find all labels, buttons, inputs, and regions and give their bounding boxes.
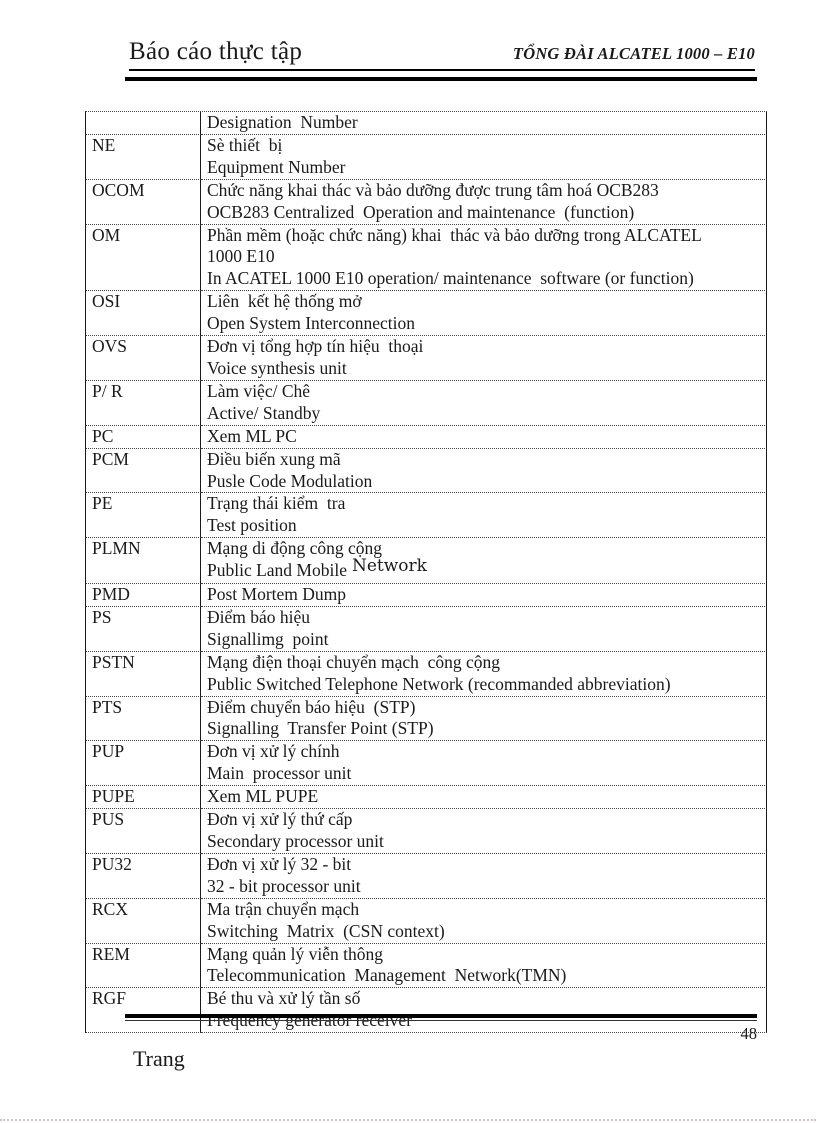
- table-row: [86, 135, 767, 180]
- definition-line: Public Switched Telephone Network (recommanded abbreviation): [207, 673, 671, 694]
- definition-cell: [201, 741, 767, 786]
- definition-line: Post Mortem Dump: [207, 584, 347, 605]
- abbr-cell: PUPE: [86, 786, 201, 809]
- definition-cell: [201, 112, 767, 135]
- abbr-cell: PU32: [86, 854, 201, 899]
- definition-line: Switching Matrix (CSN context): [207, 920, 445, 941]
- definition-cell: [201, 786, 767, 809]
- definition-line: Điểm chuyển báo hiệu (STP): [207, 696, 416, 717]
- definition-line: Làm việc/ Chê: [207, 380, 311, 401]
- abbr-cell: PE: [86, 493, 201, 538]
- definition-line: Telecommunication Management Network(TMN): [207, 965, 567, 986]
- table-row: [86, 988, 767, 1033]
- definition-line: Open System Interconnection: [207, 313, 416, 334]
- definition-line: Signallimg point: [207, 628, 329, 649]
- table-row: [86, 180, 767, 225]
- definition-cell: [201, 988, 767, 1033]
- table-row: [86, 652, 767, 697]
- bottom-dotted-line: [0, 1119, 816, 1121]
- table-row: [86, 493, 767, 538]
- definition-cell: [201, 809, 767, 854]
- table-row: [86, 607, 767, 652]
- definition-cell: [201, 899, 767, 944]
- header-right-title: TỔNG ĐÀI ALCATEL 1000 – E10: [512, 44, 755, 63]
- definition-cell: [201, 225, 767, 292]
- abbreviation-table: [85, 111, 767, 1033]
- raised-word: Network: [351, 556, 427, 577]
- definition-cell: [201, 291, 767, 336]
- table-row: [86, 336, 767, 381]
- definition-cell: [201, 180, 767, 225]
- page-number: 48: [740, 1024, 757, 1043]
- table-row: [86, 854, 767, 899]
- abbr-cell: NE: [86, 135, 201, 180]
- abbr-cell: PUS: [86, 809, 201, 854]
- table-row: [86, 697, 767, 742]
- footer-rule: [125, 1014, 757, 1021]
- definition-line: Mạng quản lý viễn thông: [207, 943, 383, 964]
- definition-line: Bé thu và xử lý tần số: [207, 988, 361, 1009]
- definition-line: Sè thiết bị: [207, 134, 283, 155]
- abbr-cell: PS: [86, 607, 201, 652]
- definition-cell: [201, 135, 767, 180]
- definition-cell: [201, 381, 767, 426]
- definition-cell: [201, 697, 767, 742]
- definition-line: Điều biến xung mã: [207, 448, 341, 469]
- definition-line: In ACATEL 1000 E10 operation/ maintenance software (or function): [207, 268, 694, 289]
- definition-line: Pusle Code Modulation: [207, 470, 373, 491]
- definition-line: Mạng điện thoại chuyển mạch công cộng: [207, 651, 501, 672]
- definition-line: Xem ML PC: [207, 425, 297, 446]
- abbr-cell: PMD: [86, 584, 201, 607]
- abbr-cell: PTS: [86, 697, 201, 742]
- definition-cell: [201, 538, 767, 584]
- definition-line: Ma trận chuyển mạch: [207, 898, 360, 919]
- definition-line: Test position: [207, 515, 297, 536]
- definition-cell: [201, 607, 767, 652]
- header-left-title: Báo cáo thực tập: [129, 38, 303, 65]
- page-header: [129, 38, 755, 71]
- table-row: [86, 225, 767, 292]
- abbr-cell: PCM: [86, 449, 201, 494]
- footer-label: Trang: [133, 1046, 185, 1071]
- table-row: [86, 944, 767, 989]
- header-rule: [125, 77, 757, 81]
- definition-cell: [201, 493, 767, 538]
- table-row: [86, 291, 767, 336]
- abbr-cell: PUP: [86, 741, 201, 786]
- definition-line: Phần mềm (hoặc chức năng) khai thác và bảo dưỡng trong ALCATEL: [207, 224, 702, 245]
- definition-cell: [201, 944, 767, 989]
- abbr-cell: RGF: [86, 988, 201, 1033]
- abbr-cell: RCX: [86, 899, 201, 944]
- abbr-cell: [86, 112, 201, 135]
- definition-line: Đơn vị xử lý thứ cấp: [207, 809, 353, 830]
- definition-line: Đơn vị xử lý 32 - bit: [207, 853, 352, 874]
- table-row: [86, 786, 767, 809]
- definition-line: 32 - bit processor unit: [207, 875, 361, 896]
- definition-line: Designation Number: [207, 112, 358, 132]
- definition-cell: [201, 449, 767, 494]
- table-row: [86, 899, 767, 944]
- definition-line: Signalling Transfer Point (STP): [207, 718, 434, 739]
- abbr-cell: REM: [86, 944, 201, 989]
- definition-line: Liên kết hệ thống mở: [207, 291, 362, 312]
- definition-line: Mạng di động công cộng: [207, 538, 382, 559]
- table-row: [86, 741, 767, 786]
- definition-line: Điểm báo hiệu: [207, 606, 311, 627]
- table-row: [86, 584, 767, 607]
- definition-line: Secondary processor unit: [207, 831, 384, 851]
- table-row: [86, 809, 767, 854]
- abbr-cell: PC: [86, 426, 201, 449]
- definition-cell: [201, 336, 767, 381]
- definition-line: Active/ Standby: [207, 402, 321, 423]
- definition-line: Main processor unit: [207, 763, 352, 784]
- definition-cell: [201, 426, 767, 449]
- definition-line: Xem ML PUPE: [207, 786, 319, 807]
- definition-line: Trạng thái kiểm tra: [207, 493, 346, 514]
- definition-line: Đơn vị xử lý chính: [207, 741, 340, 762]
- definition-line: Equipment Number: [207, 156, 346, 177]
- definition-line: Frequency generator receiver: [207, 1010, 413, 1031]
- abbreviation-table-body: [86, 112, 767, 1033]
- definition-cell: [201, 652, 767, 697]
- definition-line: Chức năng khai thác và bảo dưỡng được trung tâm hoá OCB283: [207, 179, 659, 200]
- table-row: [86, 381, 767, 426]
- abbr-cell: OVS: [86, 336, 201, 381]
- abbr-cell: OM: [86, 225, 201, 292]
- abbr-cell: OSI: [86, 291, 201, 336]
- abbr-cell: PSTN: [86, 652, 201, 697]
- table-row: [86, 426, 767, 449]
- table-row: [86, 449, 767, 494]
- definition-line: Voice synthesis unit: [207, 357, 347, 378]
- definition-line: OCB283 Centralized Operation and maintenance (function): [207, 201, 635, 222]
- abbr-cell: OCOM: [86, 180, 201, 225]
- definition-line: Đơn vị tổng hợp tín hiệu thoại: [207, 336, 424, 357]
- definition-cell: [201, 854, 767, 899]
- definition-line: Public Land Mobile Network: [207, 556, 427, 581]
- table-row: [86, 538, 767, 584]
- table-row: [86, 112, 767, 135]
- definition-cell: [201, 584, 767, 607]
- definition-line: 1000 E10: [207, 246, 275, 267]
- abbr-cell: PLMN: [86, 538, 201, 584]
- abbr-cell: P/ R: [86, 381, 201, 426]
